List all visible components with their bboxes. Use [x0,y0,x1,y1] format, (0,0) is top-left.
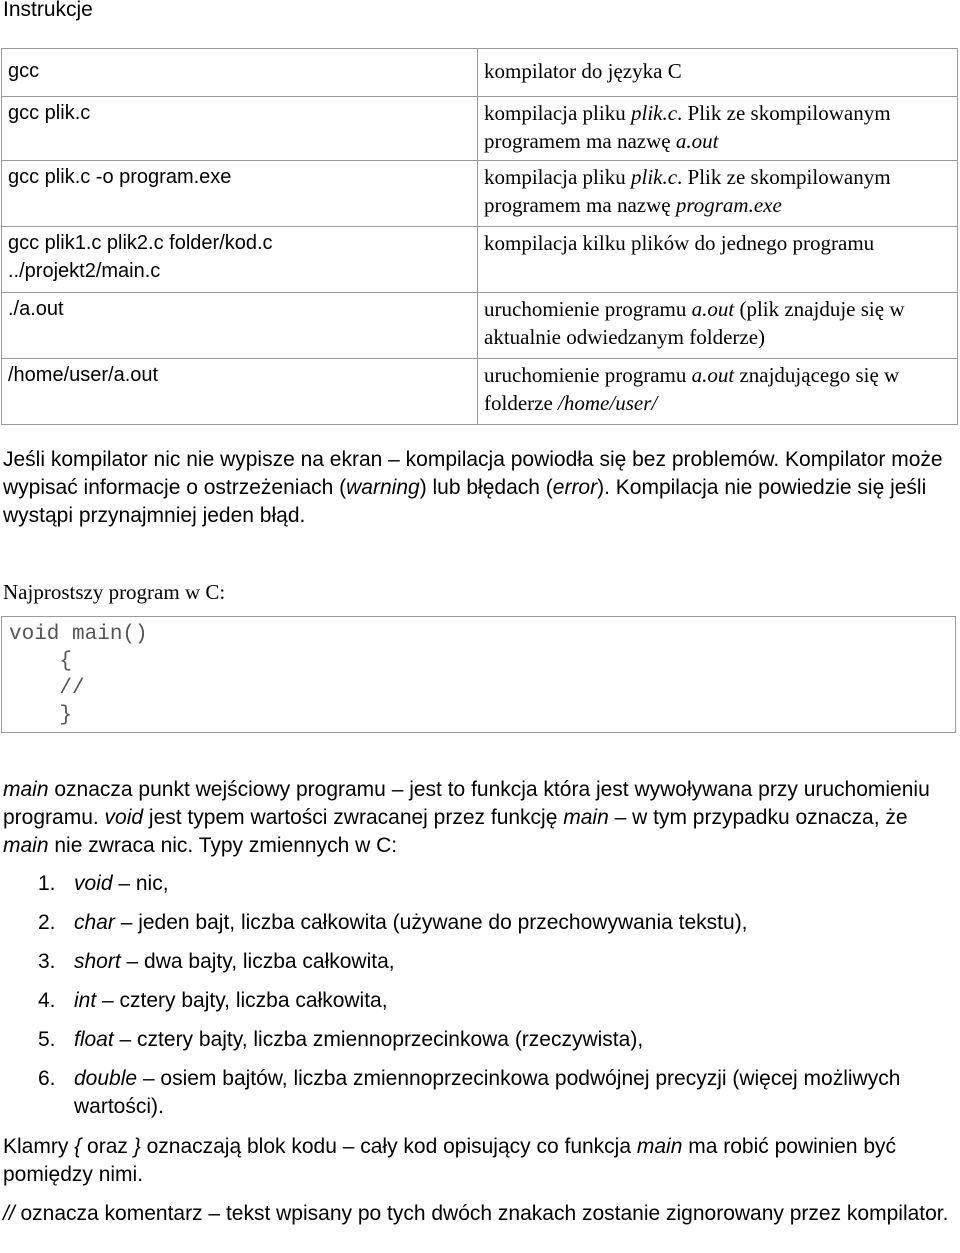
paragraph-text: main [3,834,49,857]
description-text: znajdującego się w folderze [484,363,900,415]
paragraph-text: ). Kompilacja nie powiedzie się jeśli wystąpi przynajmniej jeden błąd. [3,476,927,527]
type-description: – nic, [112,872,169,895]
command-row [2,227,958,293]
command-text: gcc [8,60,40,82]
description-text: program.exe [675,193,782,217]
command-row [2,49,958,97]
types-list [0,870,950,1132]
description-text: . Plik ze skompilowanym programem ma nazwę [484,165,891,217]
list-number: 5. [38,1028,56,1051]
main-description-paragraph [3,776,954,860]
paragraph-text: oznacza punkt wejściowy programu – jest to funkcja która jest wywoływana przy uruchomieniu programu. [3,778,930,829]
type-description: – cztery bajty, liczba całkowita, [96,989,388,1012]
paragraph-text: ) lub błędach ( [419,476,553,499]
type-description: – cztery bajty, liczba zmiennoprzecinkowa (rzeczywista), [113,1028,644,1051]
list-item [0,909,950,937]
list-item [0,987,950,1015]
type-description: – jeden bajt, liczba całkowita (używane do przechowywania tekstu), [114,911,748,934]
paragraph-text: oznaczają blok kodu – cały kod opisujący co funkcja [140,1135,637,1158]
paragraph-text: main [3,778,49,801]
paragraph-text: error [552,476,598,499]
description-text: kompilator do języka C [484,59,682,83]
paragraph-text: – w tym przypadku oznacza, że [608,806,908,829]
type-name: double [74,1067,138,1090]
simplest-program-label: Najprostszy program w C: [3,580,226,604]
command-row [2,97,958,161]
command-cell [2,293,478,359]
type-name: short [74,950,121,973]
list-item [0,1026,950,1054]
paragraph-text: oraz [81,1135,134,1158]
code-line: void main() [9,623,148,646]
list-number: 6. [38,1067,56,1090]
description-text: (plik znajduje się w aktualnie odwiedzanym folderze) [484,297,905,349]
comment-paragraph [3,1200,954,1228]
command-text: gcc plik.c -o program.exe [8,166,232,188]
description-text: a.out [675,129,719,153]
paragraph-text: } [133,1135,141,1158]
list-item [0,870,950,898]
command-row [2,293,958,359]
command-row [2,161,958,227]
command-cell [2,49,478,97]
code-line: { [9,650,73,673]
paragraph-text: ma robić powinien być pomiędzy nimi. [3,1135,897,1186]
list-number: 3. [38,950,56,973]
command-cell [2,359,478,425]
paragraph-text: { [74,1135,82,1158]
paragraph-text: oznacza komentarz – tekst wpisany po tych dwóch znakach zostanie zignorowany przez kompilator. [14,1202,949,1225]
description-cell [478,293,958,359]
page-heading: Instrukcje [3,0,93,21]
list-item [0,1065,950,1121]
command-text: gcc plik1.c plik2.c folder/kod.c [8,232,273,254]
code-line: // [9,677,85,700]
description-text: uruchomienie programu [484,297,692,321]
paragraph-text: Jeśli kompilator nic nie wypisze na ekran – kompilacja powiodła się bez problemów. Kompilator może wypisać informacje o ostrzeżeniach ( [3,448,943,499]
type-description: – dwa bajty, liczba całkowita, [120,950,395,973]
command-cell [2,161,478,227]
description-text: plik.c [630,165,678,189]
command-row [2,359,958,425]
code-line: } [9,704,73,727]
braces-paragraph [3,1133,954,1189]
command-text: /home/user/a.out [8,364,159,386]
paragraph-text: main [636,1135,683,1158]
command-cell [2,227,478,293]
command-text: ./a.out [8,298,64,320]
description-cell [478,97,958,161]
description-text: kompilacja kilku plików do jednego programu [484,231,875,255]
description-cell [478,359,958,425]
compiler-output-paragraph [3,446,954,530]
type-description: – osiem bajtów, liczba zmiennoprzecinkowa podwójnej precyzji (więcej możliwych wartości). [74,1067,901,1118]
description-text: . Plik ze skompilowanym programem ma nazwę [484,101,891,153]
command-text: ../projekt2/main.c [8,260,161,282]
description-text: kompilacja pliku [484,165,631,189]
description-text: /home/user/ [558,391,658,415]
command-cell [2,97,478,161]
list-item [0,948,950,976]
code-block [1,616,956,733]
type-name: char [74,911,115,934]
list-number: 4. [38,989,56,1012]
paragraph-text: void [104,806,144,829]
description-text: kompilacja pliku [484,101,631,125]
type-name: void [74,872,113,895]
description-cell [478,49,958,97]
type-name: float [74,1028,114,1051]
description-text: a.out [691,297,735,321]
description-cell [478,227,958,293]
list-number: 2. [38,911,56,934]
type-name: int [74,989,97,1012]
list-number: 1. [38,872,56,895]
commands-table [1,48,958,425]
paragraph-text: Klamry [3,1135,75,1158]
description-text: a.out [691,363,735,387]
paragraph-text: nie zwraca nic. Typy zmiennych w C: [48,834,398,857]
paragraph-text: warning [346,476,420,499]
paragraph-text: jest typem wartości zwracanej przez funkcję [143,806,564,829]
paragraph-text: main [563,806,609,829]
command-text: gcc plik.c [8,102,91,124]
description-cell [478,161,958,227]
paragraph-text: // [3,1202,15,1225]
description-text: plik.c [630,101,678,125]
description-text: uruchomienie programu [484,363,692,387]
